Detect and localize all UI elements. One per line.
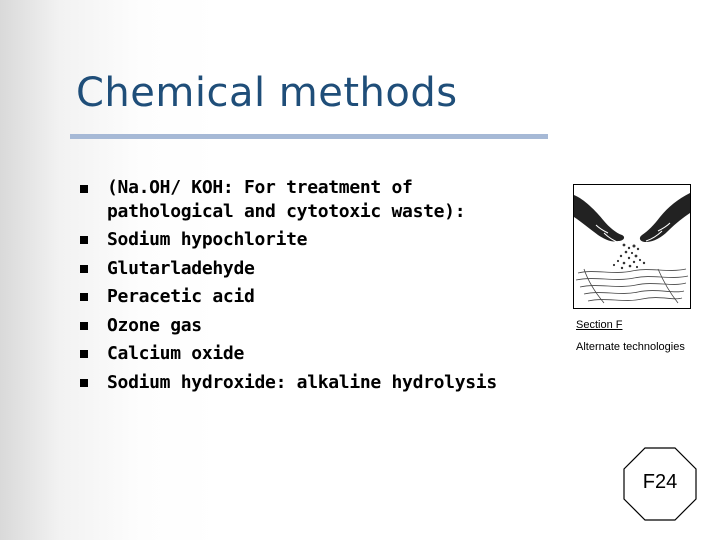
bullet-item xyxy=(80,226,550,255)
square-bullet-icon xyxy=(80,185,88,193)
badge-label: F24 xyxy=(642,471,678,493)
bullet-text: Sodium hydroxide: alkaline hydrolysis xyxy=(107,371,497,393)
slide-title: Chemical methods xyxy=(76,70,458,116)
bullet-text: Ozone gas xyxy=(107,314,202,336)
bullet-text: Sodium hypochlorite xyxy=(107,229,308,250)
title-underline xyxy=(70,134,548,139)
bullet-text-line1: (Na.OH/ KOH: For treatment of xyxy=(107,177,413,198)
bullet-item xyxy=(80,255,550,284)
bullet-item xyxy=(80,369,550,398)
square-bullet-icon xyxy=(80,293,88,301)
section-subtitle: Alternate technologies xyxy=(576,341,685,353)
hands-scattering-illustration xyxy=(573,184,691,309)
square-bullet-icon xyxy=(80,265,88,273)
bullet-item xyxy=(80,176,550,226)
bullet-text-line2: pathological and cytotoxic waste): xyxy=(107,201,466,222)
bullet-item xyxy=(80,283,550,312)
square-bullet-icon xyxy=(80,236,88,244)
bullet-text: Glutarladehyde xyxy=(107,257,255,279)
square-bullet-icon xyxy=(80,350,88,358)
bullet-text: Peracetic acid xyxy=(107,286,255,307)
bullet-text: Calcium oxide xyxy=(107,343,244,364)
bullet-list xyxy=(80,176,550,397)
bullet-item xyxy=(80,312,550,341)
bullet-item xyxy=(80,340,550,369)
section-label: Section F xyxy=(576,319,623,331)
square-bullet-icon xyxy=(80,322,88,330)
square-bullet-icon xyxy=(80,379,88,387)
